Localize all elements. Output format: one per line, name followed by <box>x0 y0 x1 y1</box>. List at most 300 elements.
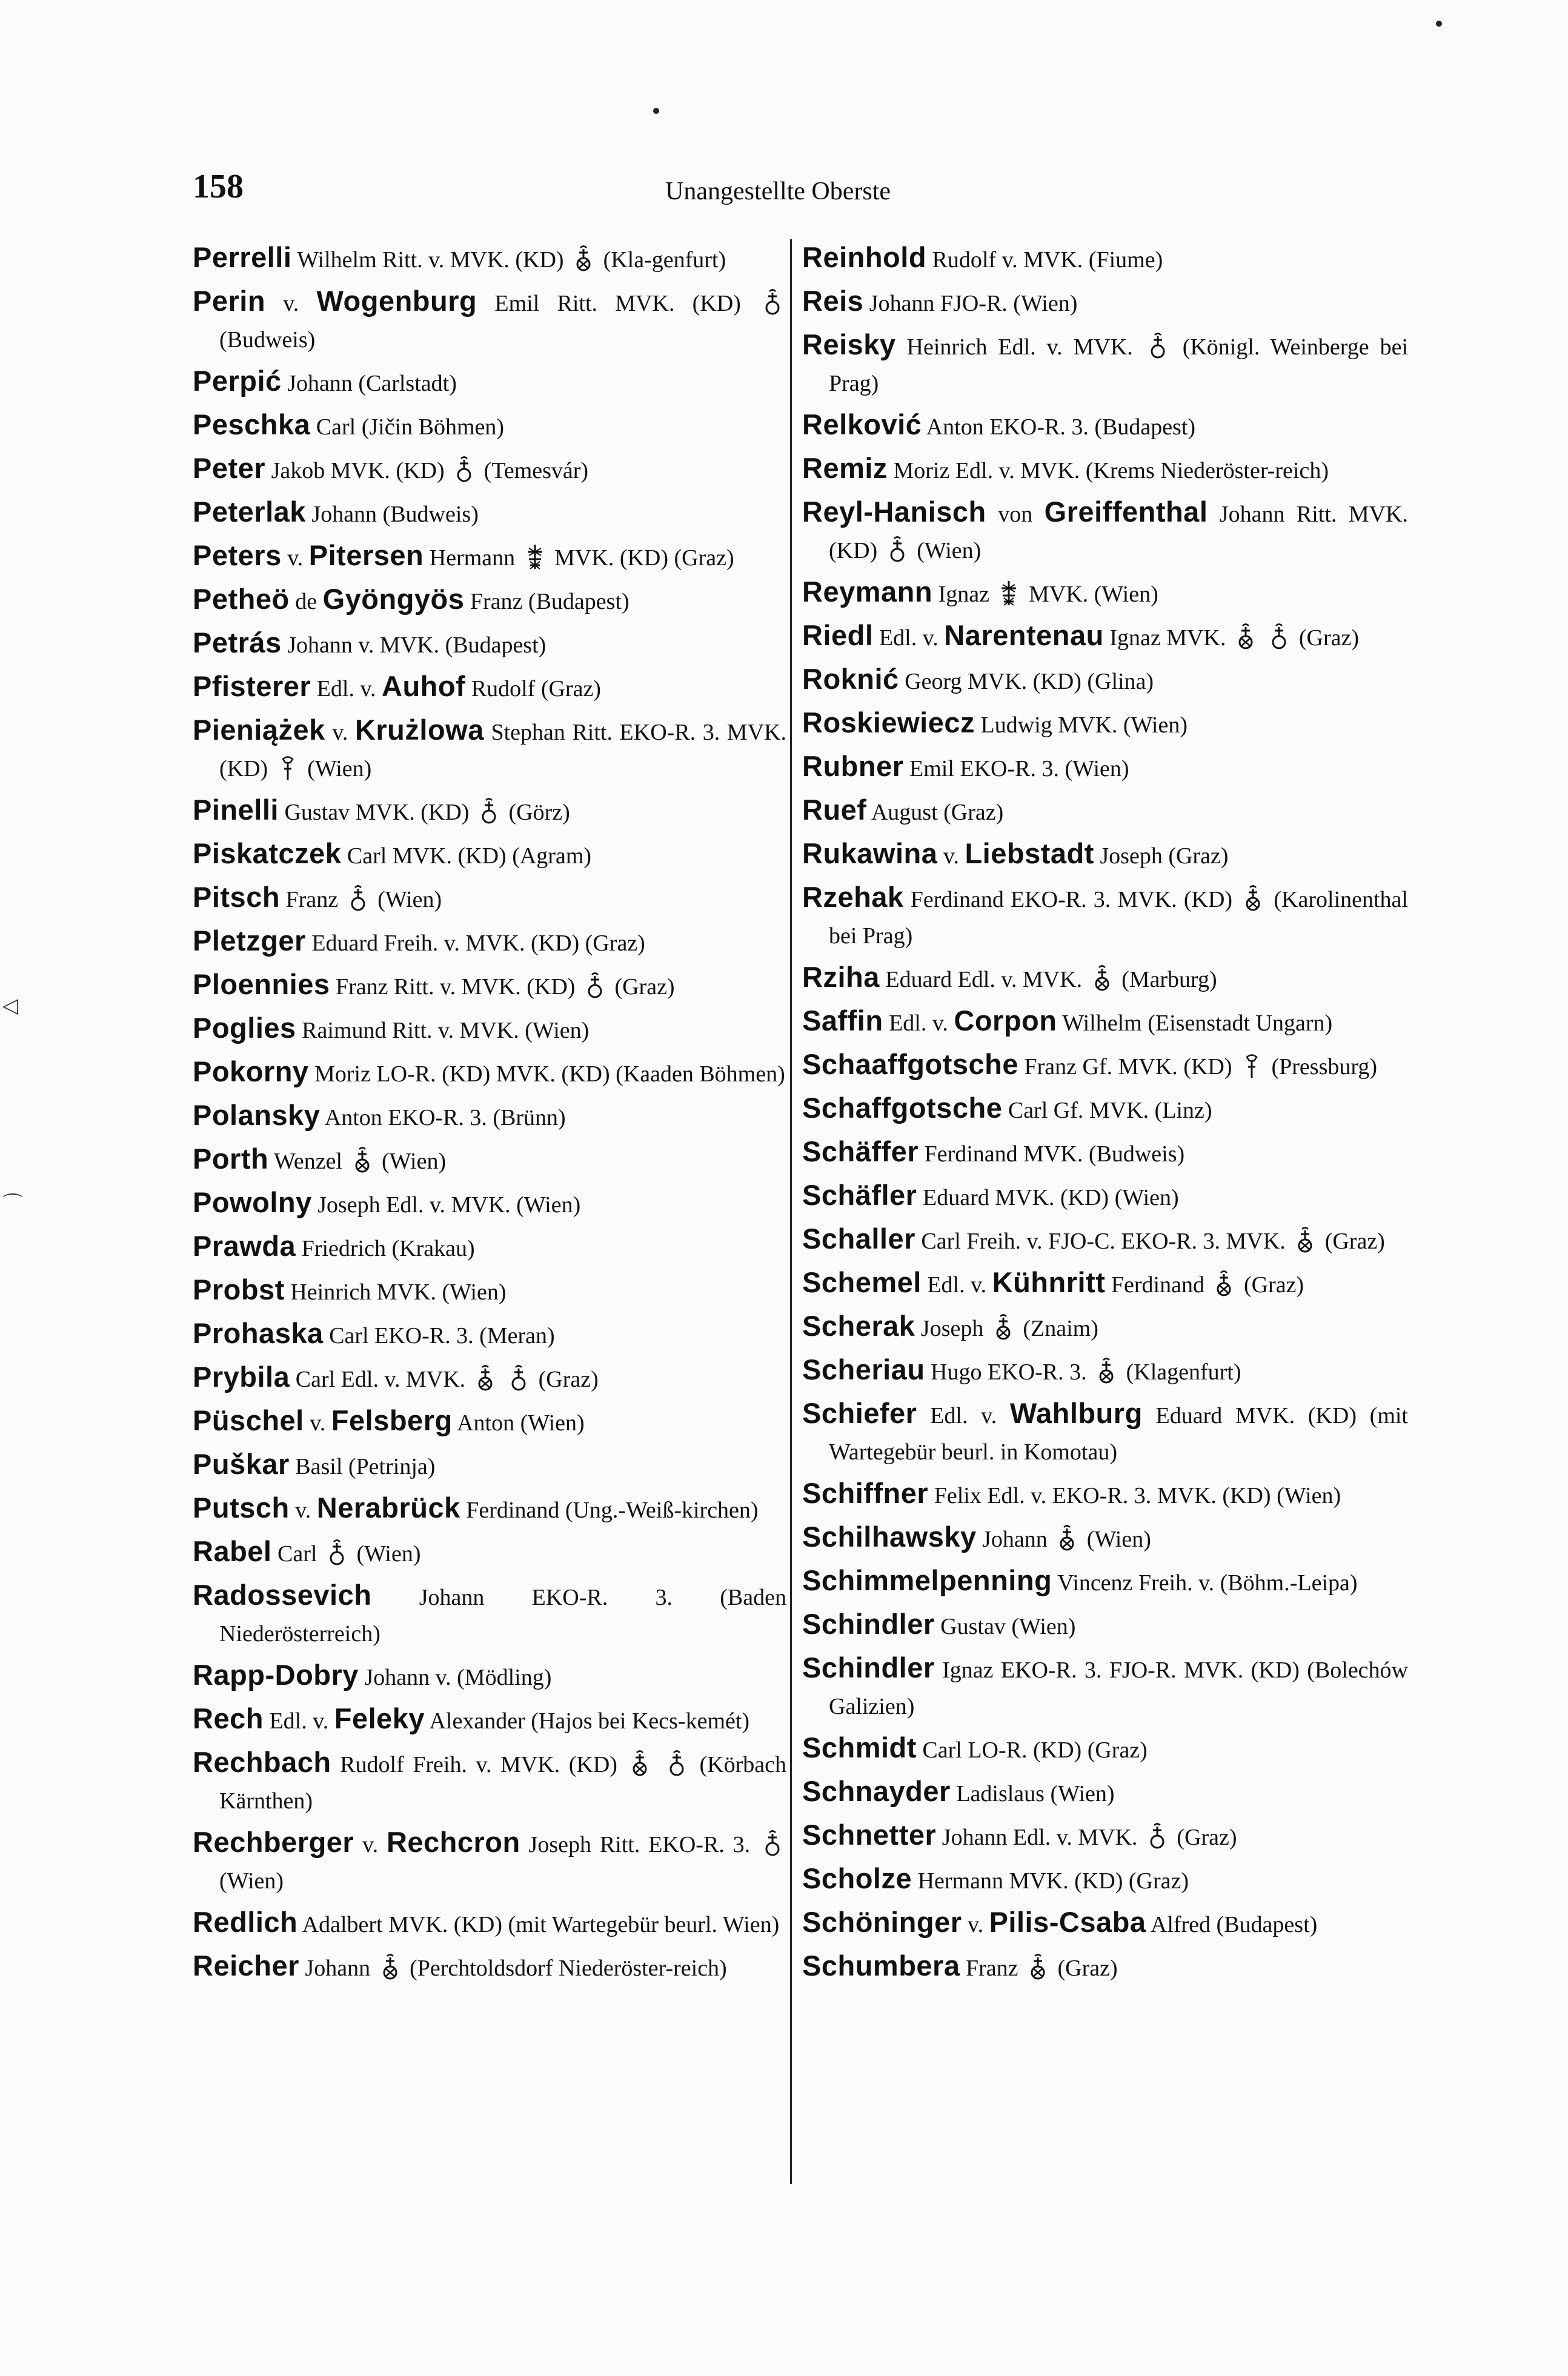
decoration-cross-with-swords-icon <box>1095 1356 1118 1385</box>
entry-name: Greiffenthal <box>1044 496 1208 528</box>
list-entry <box>802 1177 1408 1216</box>
entry-details: (Karolinenthal bei Prag) <box>829 887 1408 949</box>
list-entry <box>193 835 786 874</box>
entry-details: Franz <box>280 887 344 912</box>
entry-details: Ludwig MVK. (Wien) <box>975 712 1188 738</box>
entry-name: Schmidt <box>802 1731 917 1764</box>
entry-details: Edl. v. <box>311 676 382 702</box>
entry-details: Carl MVK. (KD) (Agram) <box>341 843 592 869</box>
entry-details: Edl. v. <box>921 1272 992 1298</box>
entry-details: v. <box>281 545 309 571</box>
entry-name: Wahlburg <box>1009 1397 1143 1429</box>
page-number: 158 <box>193 168 244 205</box>
entry-details: Gustav (Wien) <box>934 1614 1076 1639</box>
entry-details: Carl Freih. v. FJO-C. EKO-R. 3. MVK. <box>915 1229 1292 1254</box>
entry-details: Heinrich Edl. v. MVK. <box>895 334 1144 360</box>
entry-details: v. <box>289 1498 317 1523</box>
entry-details: Carl EKO-R. 3. (Meran) <box>323 1323 555 1349</box>
list-entry <box>802 1773 1408 1812</box>
decoration-cross-icon <box>507 1364 530 1393</box>
entry-details: Ladislaus (Wien) <box>950 1781 1115 1807</box>
entry-details: Wenzel <box>268 1149 348 1174</box>
decoration-cross-icon <box>665 1749 688 1778</box>
entry-details: (Wien) <box>371 887 442 912</box>
entry-details: Ferdinand (Ung.-Weiß-kirchen) <box>460 1498 759 1523</box>
entry-details <box>1260 625 1266 651</box>
entry-details: Stephan Ritt. EKO-R. 3. MVK. (KD) <box>219 720 786 781</box>
entry-details: Jakob MVK. (KD) <box>265 458 451 483</box>
list-entry <box>802 1352 1408 1390</box>
entry-details: Heinrich MVK. (Wien) <box>284 1279 507 1305</box>
list-entry <box>193 879 786 918</box>
list-entry <box>802 1308 1408 1347</box>
decoration-cross-icon <box>761 288 784 317</box>
entry-details: v. <box>265 291 317 316</box>
entry-details: Joseph Edl. v. MVK. (Wien) <box>311 1192 581 1218</box>
entry-details <box>654 1752 663 1777</box>
list-entry <box>802 574 1408 612</box>
list-entry <box>802 835 1408 874</box>
list-entry <box>193 1533 786 1572</box>
entry-name: Prybila <box>193 1361 290 1393</box>
entry-details: Ignaz EKO-R. 3. FJO-R. MVK. (KD) (Bolechów Galizien) <box>829 1658 1408 1719</box>
entry-details: Joseph Ritt. EKO-R. 3. <box>520 1832 759 1857</box>
entry-details: Hermann MVK. (KD) (Graz) <box>912 1868 1189 1894</box>
entry-details: (Graz) <box>533 1367 599 1392</box>
list-entry <box>193 668 786 707</box>
decoration-ornate-cross-icon <box>997 579 1020 608</box>
entry-name: Pletzger <box>193 924 306 957</box>
entry-name: Schilhawsky <box>802 1521 977 1553</box>
entry-details: Johann (Carlstadt) <box>281 371 457 396</box>
entry-name: Reyl-Hanisch <box>802 496 986 528</box>
entry-details: Johann <box>299 1956 376 1981</box>
entry-name: Pilis-Csaba <box>989 1906 1146 1938</box>
entry-name: Schiefer <box>802 1397 917 1429</box>
entry-details: Vincenz Freih. v. (Böhm.-Leipa) <box>1052 1570 1358 1596</box>
list-entry <box>802 450 1408 489</box>
list-entry <box>802 407 1408 445</box>
entry-details: Carl (Jičin Böhmen) <box>310 414 505 440</box>
entry-name: Pfisterer <box>193 670 311 702</box>
list-entry <box>193 1490 786 1528</box>
list-entry <box>802 1730 1408 1768</box>
list-entry <box>193 1184 786 1223</box>
list-entry <box>193 1272 786 1310</box>
entry-details: Emil Ritt. MVK. (KD) <box>477 291 759 316</box>
entry-name: Peters <box>193 539 282 571</box>
entry-name: Schemel <box>802 1266 922 1298</box>
entry-name: Polansky <box>193 1099 321 1131</box>
decoration-cross-with-swords-icon <box>992 1313 1015 1342</box>
decoration-cross-icon <box>761 1829 784 1858</box>
entry-details: (Wien) <box>376 1149 447 1174</box>
entry-details: Ferdinand <box>1105 1272 1211 1298</box>
decoration-cross-icon <box>1146 1822 1169 1851</box>
entry-details: Carl <box>271 1541 323 1567</box>
list-entry <box>802 239 1408 278</box>
entry-name: Wogenburg <box>316 285 477 317</box>
entry-details: Johann Ritt. MVK. (KD) <box>829 502 1408 563</box>
entry-details: August (Graz) <box>866 800 1004 825</box>
entry-details: Alfred (Budapest) <box>1146 1912 1318 1937</box>
entry-name: Poglies <box>193 1012 296 1044</box>
list-entry <box>802 494 1408 569</box>
entry-details: Adalbert MVK. (KD) (mit Wartegebür beurl. Wien) <box>297 1912 780 1937</box>
entry-details: MVK. (Wien) <box>1023 582 1158 607</box>
entry-name: Porth <box>193 1143 269 1175</box>
entry-details: Johann <box>976 1527 1054 1552</box>
decoration-cross-with-swords-icon <box>1294 1226 1317 1255</box>
entry-name: Schindler <box>802 1651 935 1684</box>
entry-name: Peschka <box>193 408 311 440</box>
entry-details: (Graz) <box>608 974 675 1000</box>
decoration-cross-with-swords-icon <box>379 1953 402 1982</box>
list-entry <box>802 879 1408 954</box>
entry-name: Rapp-Dobry <box>193 1659 359 1691</box>
list-entry <box>802 1606 1408 1645</box>
entry-name: Püschel <box>193 1404 304 1436</box>
entry-name: Rabel <box>193 1535 272 1567</box>
entry-details: v. <box>354 1832 387 1857</box>
entry-details: v. <box>325 720 355 745</box>
entry-name: Ploennies <box>193 968 330 1000</box>
right-column <box>802 239 1408 1991</box>
list-entry <box>193 712 786 787</box>
entry-details: (Kla-genfurt) <box>597 247 726 273</box>
entry-name: Prohaska <box>193 1317 324 1349</box>
entry-details: (Pressburg) <box>1265 1054 1377 1080</box>
entry-details: Basil (Petrinja) <box>289 1454 436 1479</box>
list-entry <box>193 1402 786 1441</box>
entry-details: Carl LO-R. (KD) (Graz) <box>916 1737 1148 1763</box>
list-entry <box>193 1904 786 1943</box>
entry-name: Perin <box>193 285 266 317</box>
entry-details: Eduard MVK. (KD) (mit Wartegebür beurl. in Komotau) <box>829 1403 1408 1465</box>
entry-name: Riedl <box>802 619 874 651</box>
list-entry <box>802 705 1408 743</box>
entry-details: (Klagenfurt) <box>1120 1359 1241 1385</box>
entry-name: Puškar <box>193 1448 290 1480</box>
entry-details: Anton EKO-R. 3. (Budapest) <box>922 414 1196 440</box>
decoration-medal-ribbon-icon <box>276 753 299 782</box>
entry-name: Scheriau <box>802 1353 925 1385</box>
decoration-cross-icon <box>347 884 370 913</box>
entry-details: Joseph <box>915 1316 989 1341</box>
entry-name: Rechberger <box>193 1826 354 1858</box>
list-entry <box>802 283 1408 322</box>
entry-name: Rech <box>193 1702 264 1734</box>
entry-details: Johann v. (Mödling) <box>358 1665 552 1690</box>
entry-name: Feleky <box>334 1702 425 1734</box>
list-entry <box>802 1948 1408 1986</box>
decoration-cross-with-swords-icon <box>1241 884 1264 913</box>
entry-details: Ignaz <box>932 582 995 607</box>
entry-details: Anton EKO-R. 3. (Brünn) <box>320 1105 566 1130</box>
entry-name: Kühnritt <box>992 1266 1106 1298</box>
list-entry <box>802 1264 1408 1303</box>
entry-name: Prawda <box>193 1230 296 1262</box>
entry-details: Ferdinand EKO-R. 3. MVK. (KD) <box>903 887 1240 912</box>
entry-details <box>499 1367 505 1392</box>
entry-details: Alexander (Hajos bei Kecs-kemét) <box>425 1708 750 1734</box>
entry-details: Friedrich (Krakau) <box>296 1236 475 1261</box>
decoration-cross-with-swords-icon <box>1234 622 1257 651</box>
entry-name: Schnetter <box>802 1819 937 1851</box>
list-entry <box>193 1744 786 1819</box>
scan-speck <box>653 108 659 114</box>
list-entry <box>802 1904 1408 1943</box>
list-entry <box>193 1948 786 1986</box>
entry-details: (Temesvár) <box>478 458 589 483</box>
entry-details: Franz <box>960 1956 1025 1981</box>
entry-details: Moriz LO-R. (KD) MVK. (KD) (Kaaden Böhmen) <box>308 1061 785 1087</box>
entry-name: Pokorny <box>193 1055 309 1087</box>
list-entry <box>802 1003 1408 1041</box>
list-entry <box>193 450 786 489</box>
entry-details: Edl. v. <box>917 1403 1010 1429</box>
entry-details: (Graz) <box>1319 1229 1385 1254</box>
entry-name: Remiz <box>802 452 888 484</box>
entry-name: Pitersen <box>308 539 424 571</box>
entry-details: Franz (Budapest) <box>464 589 630 614</box>
entry-name: Schäfler <box>802 1179 917 1211</box>
entry-name: Peter <box>193 452 266 484</box>
entry-details: (Graz) <box>1052 1956 1118 1981</box>
entry-name: Rubner <box>802 750 904 782</box>
list-entry <box>802 1817 1408 1856</box>
entry-details: (Graz) <box>1171 1825 1237 1850</box>
entry-name: Rziha <box>802 961 880 993</box>
list-entry <box>193 239 786 278</box>
entry-details: Moriz Edl. v. MVK. (Krems Niederöster-reich) <box>887 458 1329 483</box>
entry-details: Felix Edl. v. EKO-R. 3. MVK. (KD) (Wien) <box>928 1483 1341 1508</box>
decoration-cross-with-swords-icon <box>1026 1953 1049 1982</box>
entry-details: (Wien) <box>1081 1527 1151 1552</box>
entry-details: Wilhelm (Eisenstadt Ungarn) <box>1057 1010 1333 1036</box>
list-entry <box>802 792 1408 831</box>
decoration-cross-icon <box>453 455 476 484</box>
entry-details: Ferdinand MVK. (Budweis) <box>919 1141 1185 1167</box>
list-entry <box>193 792 786 831</box>
entry-name: Reymann <box>802 576 933 608</box>
entry-details: Edl. v. <box>883 1010 954 1036</box>
entry-details: v. <box>937 843 965 869</box>
entry-name: Gyöngyös <box>322 583 465 615</box>
entry-name: Liebstadt <box>965 837 1094 869</box>
entry-details: Joseph (Graz) <box>1094 843 1229 869</box>
entry-name: Schiffner <box>802 1477 929 1509</box>
entry-name: Rzehak <box>802 881 904 913</box>
entry-name: Perpić <box>193 365 282 397</box>
entry-name: Schimmelpenning <box>802 1564 1052 1596</box>
entry-name: Schindler <box>802 1608 935 1640</box>
list-entry <box>193 1141 786 1180</box>
margin-mark: ⌒ <box>2 1192 23 1216</box>
entry-name: Pieniążek <box>193 714 325 746</box>
entry-details: v. <box>304 1410 331 1436</box>
list-entry <box>802 1860 1408 1899</box>
entry-details: Johann v. MVK. (Budapest) <box>281 632 546 658</box>
entry-details: Edl. v. <box>873 625 945 651</box>
decoration-cross-with-swords-icon <box>474 1364 497 1393</box>
decoration-cross-icon <box>1146 331 1169 360</box>
entry-name: Auhof <box>382 670 466 702</box>
list-entry <box>193 1097 786 1136</box>
entry-details: (Graz) <box>1238 1272 1304 1298</box>
entry-name: Reis <box>802 285 864 317</box>
entry-details: (Wien) <box>911 538 982 563</box>
entry-name: Schöninger <box>802 1906 962 1938</box>
entry-name: Piskatczek <box>193 837 342 869</box>
entry-details: (Wien) <box>219 1868 284 1894</box>
entry-name: Nerabrück <box>316 1492 460 1524</box>
decoration-cross-icon <box>583 971 606 1000</box>
entry-name: Roskiewiecz <box>802 706 975 738</box>
entry-details: (Wien) <box>350 1541 421 1567</box>
list-entry <box>193 1824 786 1899</box>
entry-details: Carl Edl. v. MVK. <box>290 1367 471 1392</box>
list-entry <box>802 1519 1408 1558</box>
entry-details: Eduard Edl. v. MVK. <box>879 967 1088 992</box>
decoration-cross-icon <box>1267 622 1291 651</box>
entry-details: (Perchtoldsdorf Niederöster-reich) <box>404 1956 727 1981</box>
entry-name: Radossevich <box>193 1579 372 1611</box>
entry-details: Franz Gf. MVK. (KD) <box>1018 1054 1238 1080</box>
entry-details: (Görz) <box>502 800 570 825</box>
list-entry <box>193 537 786 576</box>
entry-name: Probst <box>193 1273 285 1306</box>
decoration-cross-with-swords-icon <box>351 1146 374 1175</box>
list-entry <box>193 283 786 358</box>
list-entry <box>802 1133 1408 1172</box>
entry-name: Rukawina <box>802 837 938 869</box>
list-entry <box>193 1446 786 1485</box>
entry-details: (Budweis) <box>219 327 316 353</box>
entry-details: (Znaim) <box>1017 1316 1098 1341</box>
list-entry <box>802 1221 1408 1259</box>
list-entry <box>802 959 1408 998</box>
entry-name: Powolny <box>193 1186 312 1218</box>
entry-details: (Königl. Weinberge bei Prag) <box>829 334 1408 396</box>
list-entry <box>193 1657 786 1696</box>
decoration-cross-icon <box>325 1538 348 1567</box>
list-entry <box>193 625 786 663</box>
list-entry <box>193 1228 786 1267</box>
list-entry <box>193 923 786 961</box>
left-column <box>193 239 786 1991</box>
entry-details: v. <box>962 1912 989 1937</box>
decoration-cross-icon <box>477 797 500 826</box>
entry-details: Emil EKO-R. 3. (Wien) <box>903 756 1129 781</box>
decoration-cross-with-swords-icon <box>1091 964 1114 993</box>
entry-name: Pinelli <box>193 794 279 826</box>
entry-details: Eduard MVK. (KD) (Wien) <box>917 1185 1179 1210</box>
entry-name: Schnayder <box>802 1775 951 1807</box>
list-entry <box>193 581 786 620</box>
entry-details: (Marburg) <box>1115 967 1217 992</box>
page-header <box>193 167 1429 216</box>
decoration-medal-ribbon-icon <box>1240 1051 1263 1080</box>
entry-details: Ignaz MVK. <box>1103 625 1232 651</box>
entry-name: Rechbach <box>193 1746 331 1778</box>
entry-name: Reinhold <box>802 241 927 273</box>
list-entry <box>193 1359 786 1398</box>
list-entry <box>802 327 1408 402</box>
entry-name: Schaffgotsche <box>802 1092 1003 1124</box>
entry-details: Rudolf (Graz) <box>465 676 601 702</box>
entry-name: Narentenau <box>944 619 1104 651</box>
list-entry <box>802 661 1408 700</box>
entry-name: Relković <box>802 408 922 440</box>
list-entry <box>193 1315 786 1354</box>
list-entry <box>193 407 786 445</box>
entry-name: Corpon <box>954 1004 1057 1037</box>
entry-details: (Graz) <box>1293 625 1360 651</box>
entry-name: Schäffer <box>802 1135 919 1167</box>
margin-mark: ◁ <box>2 994 19 1018</box>
list-entry <box>802 1650 1408 1725</box>
entry-name: Ruef <box>802 794 867 826</box>
entry-details: Hermann <box>424 545 521 571</box>
entry-name: Reicher <box>193 1950 299 1982</box>
entry-details: de <box>289 589 323 614</box>
entry-details: Wilhelm Ritt. v. MVK. (KD) <box>291 247 570 273</box>
entry-details: (Wien) <box>301 756 372 781</box>
entry-details: Anton (Wien) <box>452 1410 585 1436</box>
decoration-cross-icon <box>886 535 909 564</box>
entry-name: Schaaffgotsche <box>802 1048 1018 1080</box>
entry-details: Edl. v. <box>263 1708 334 1734</box>
list-entry <box>193 494 786 533</box>
entry-details: Eduard Freih. v. MVK. (KD) (Graz) <box>305 931 645 956</box>
entry-name: Saffin <box>802 1004 883 1037</box>
decoration-cross-with-swords-icon <box>628 1749 651 1778</box>
decoration-cross-with-swords-icon <box>1212 1269 1235 1298</box>
list-entry <box>802 1046 1408 1085</box>
entry-details: MVK. (KD) (Graz) <box>548 545 734 571</box>
entry-name: Scherak <box>802 1310 915 1342</box>
entry-details: Rudolf Freih. v. MVK. (KD) <box>331 1752 626 1777</box>
entry-name: Redlich <box>193 1906 298 1938</box>
list-entry <box>802 748 1408 787</box>
decoration-cross-with-swords-icon <box>572 244 595 273</box>
list-entry <box>193 1701 786 1739</box>
entry-name: Reisky <box>802 328 896 360</box>
entry-details: Johann EKO-R. 3. (Baden Niederösterreich) <box>219 1585 786 1647</box>
entry-details: Carl Gf. MVK. (Linz) <box>1002 1098 1212 1123</box>
scan-speck <box>1436 21 1442 27</box>
running-title: Unangestellte Oberste <box>665 178 891 205</box>
column-divider <box>790 239 792 2184</box>
decoration-ornate-cross-icon <box>523 542 546 571</box>
list-entry <box>802 1395 1408 1470</box>
entry-details: Johann (Budweis) <box>305 502 479 527</box>
list-entry <box>193 966 786 1005</box>
entry-name: Peterlak <box>193 496 306 528</box>
entry-name: Petrás <box>193 626 282 659</box>
entry-name: Krużlowa <box>354 714 484 746</box>
entry-name: Pitsch <box>193 881 281 913</box>
entry-details: Raimund Ritt. v. MVK. (Wien) <box>296 1018 590 1043</box>
entry-name: Scholze <box>802 1862 912 1894</box>
entry-details: Rudolf v. MVK. (Fiume) <box>926 247 1163 273</box>
entry-details: Georg MVK. (KD) (Glina) <box>899 669 1154 694</box>
entry-name: Petheö <box>193 583 290 615</box>
entry-details: von <box>986 502 1045 527</box>
list-entry <box>193 1577 786 1652</box>
list-entry <box>802 1562 1408 1601</box>
